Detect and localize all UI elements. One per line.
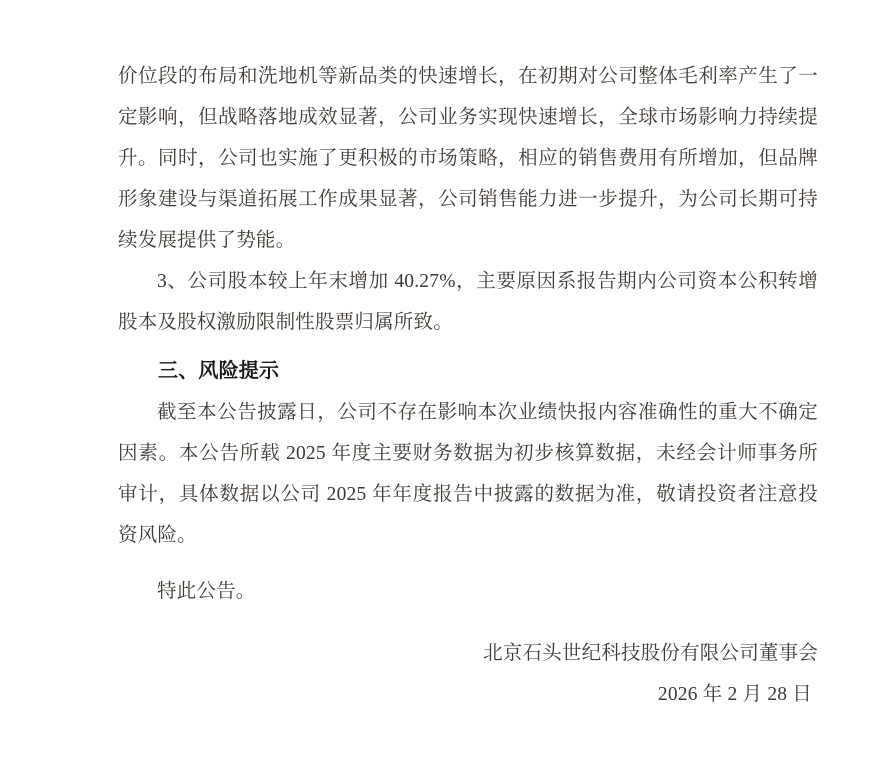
signature-board-of-directors: 北京石头世纪科技股份有限公司董事会 — [483, 643, 818, 664]
risk-paragraph-line3: 审计，具体数据以公司 2025 年年度报告中披露的数据为准，敬请投资者注意投 — [118, 484, 818, 505]
section-heading-risk-warning: 三、风险提示 — [158, 360, 280, 382]
paragraph1-line1: 价位段的布局和洗地机等新品类的快速增长，在初期对公司整体毛利率产生了一 — [118, 66, 818, 87]
document-body — [118, 56, 818, 715]
risk-paragraph-line1: 截至本公告披露日，公司不存在影响本次业绩快报内容准确性的重大不确定 — [157, 402, 818, 423]
risk-paragraph-line4: 资风险。 — [118, 525, 197, 546]
paragraph2-line1: 3、公司股本较上年末增加 40.27%，主要原因系报告期内公司资本公积转增 — [157, 271, 818, 292]
risk-paragraph-line2: 因素。本公告所载 2025 年度主要财务数据为初步核算数据，未经会计师事务所 — [118, 443, 818, 464]
paragraph2-line2: 股本及股权激励限制性股票归属所致。 — [118, 312, 453, 333]
paragraph1-line3: 升。同时，公司也实施了更积极的市场策略，相应的销售费用有所增加，但品牌 — [118, 148, 818, 169]
paragraph1-line5: 续发展提供了势能。 — [118, 230, 296, 251]
announcement-date: 2026 年 2 月 28 日 — [657, 684, 812, 705]
paragraph1-line4: 形象建设与渠道拓展工作成果显著，公司销售能力进一步提升，为公司长期可持 — [118, 189, 818, 210]
paragraph1-line2: 定影响，但战略落地成效显著，公司业务实现快速增长，全球市场影响力持续提 — [118, 107, 818, 128]
closing-statement: 特此公告。 — [157, 581, 256, 602]
